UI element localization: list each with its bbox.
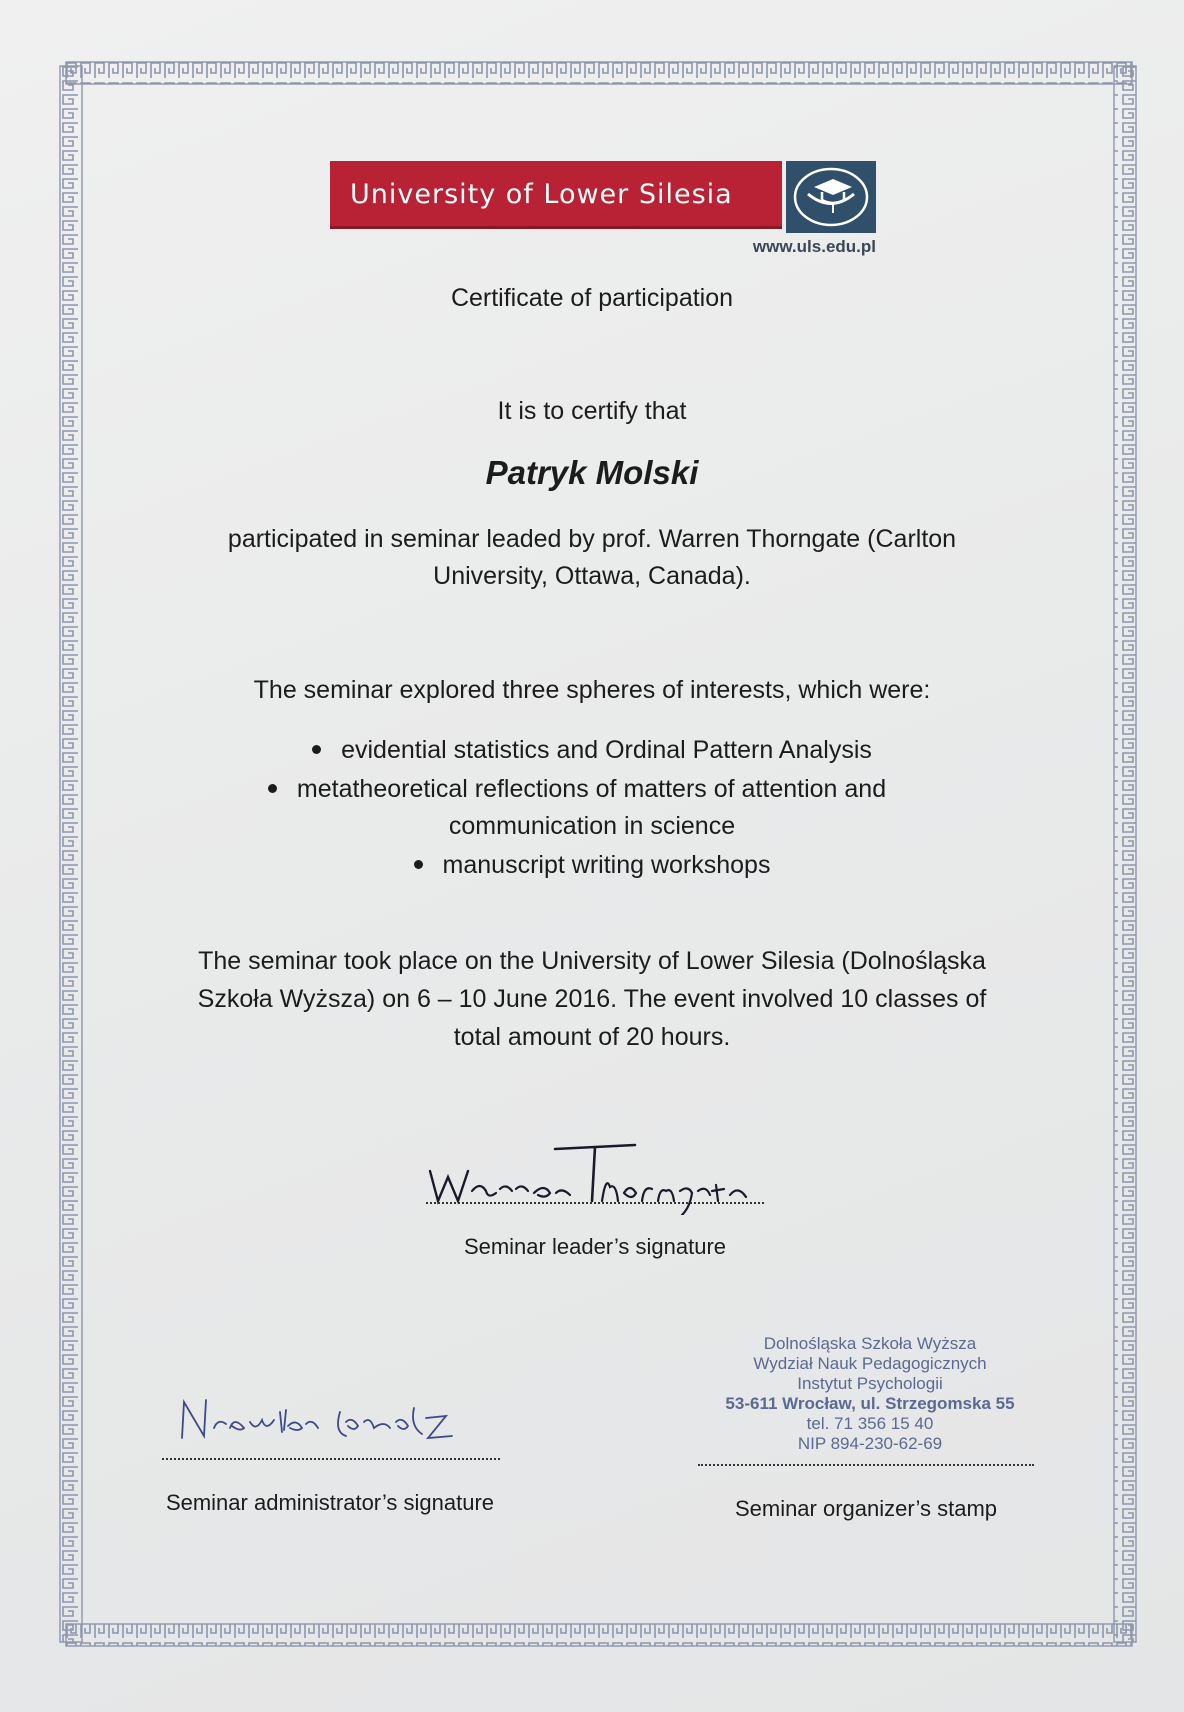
spheres-intro: The seminar explored three spheres of interests, which were: <box>253 676 931 704</box>
sphere-text-continued: communication in science <box>448 812 736 840</box>
bullet-icon <box>414 860 423 869</box>
details-line: The seminar took place on the University of Lower Silesia (Dolnośląska <box>198 947 986 975</box>
stamp-line: Wydział Nauk Pedagogicznych <box>753 1354 987 1373</box>
university-logo <box>330 161 876 256</box>
sphere-text: metatheoretical reflections of matters of attention and <box>296 775 887 803</box>
stamp-line: NIP 894-230-62-69 <box>797 1434 943 1453</box>
participation-line: University, Ottawa, Canada). <box>433 562 751 590</box>
recipient-name: Patryk Molski <box>485 454 699 491</box>
leader-signature-line <box>426 1202 764 1204</box>
stamp-line: Dolnośląska Szkoła Wyższa <box>763 1334 977 1353</box>
participation-line: participated in seminar leaded by prof. Warren Thorngate (Carlton <box>227 525 957 553</box>
organizer-stamp-line <box>698 1464 1034 1466</box>
details-line: total amount of 20 hours. <box>453 1023 731 1051</box>
organizer-stamp <box>700 1334 1040 1454</box>
bullet-icon <box>312 745 321 754</box>
organizer-stamp-label: Seminar organizer’s stamp <box>734 1496 998 1521</box>
stamp-line: Instytut Psychologii <box>797 1374 943 1393</box>
list-item <box>0 771 1184 845</box>
details-paragraph <box>0 942 1184 1056</box>
leader-signature-label: Seminar leader’s signature <box>463 1234 727 1259</box>
bullet-icon <box>268 784 277 793</box>
certify-line: It is to certify that <box>497 397 687 425</box>
certificate-title: Certificate of participation <box>450 284 734 312</box>
university-name: University of Lower Silesia <box>330 161 782 229</box>
list-item <box>0 732 1184 769</box>
stamp-line: 53-611 Wrocław, ul. Strzegomska 55 <box>725 1394 1015 1413</box>
administrator-signature-line <box>162 1458 500 1460</box>
details-line: Szkoła Wyższa) on 6 – 10 June 2016. The event involved 10 classes of <box>197 985 987 1013</box>
sphere-text: evidential statistics and Ordinal Pattern Analysis <box>341 736 872 764</box>
university-website: www.uls.edu.pl <box>752 237 876 256</box>
spheres-list <box>0 732 1184 886</box>
list-item <box>0 847 1184 884</box>
graduation-cap-icon <box>786 161 876 233</box>
sphere-text: manuscript writing workshops <box>442 851 771 879</box>
administrator-signature-label: Seminar administrator’s signature <box>165 1490 495 1515</box>
administrator-signature <box>170 1382 490 1452</box>
stamp-line: tel. 71 356 15 40 <box>806 1414 934 1433</box>
participation-paragraph <box>0 521 1184 595</box>
